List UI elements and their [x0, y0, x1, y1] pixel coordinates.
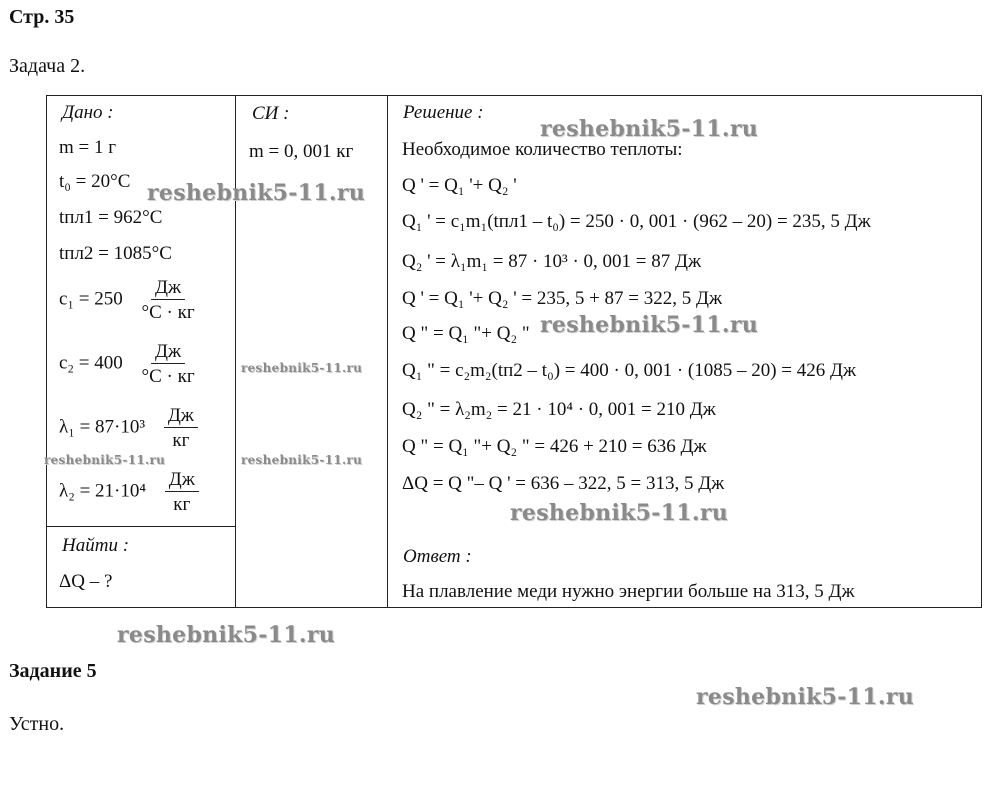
solution-line: ΔQ = Q "– Q ' = 636 – 322, 5 = 313, 5 Дж — [402, 473, 725, 494]
watermark: reshebnik5-11.ru — [510, 500, 729, 526]
unit-fraction: $\frac{Дж}{^\circ C \cdot кг}$ — [141, 277, 195, 323]
watermark: reshebnik5-11.ru — [147, 180, 366, 206]
given-lambda1: λ₁ = 87·10³ $\frac{Дж}{кг}$ — [59, 406, 198, 450]
table-divider — [47, 526, 235, 527]
watermark: reshebnik5-11.ru — [696, 684, 915, 710]
watermark: reshebnik5-11.ru — [117, 622, 336, 648]
given-c2: c₂ = 400 $\frac{Дж}{^\circ C \cdot кг}$ — [59, 341, 195, 387]
solution-table — [46, 95, 982, 608]
given-line: m = 1 г — [59, 137, 117, 158]
solution-line: Q " = Q₁ "+ Q₂ " = 426 + 210 = 636 Дж — [402, 436, 707, 457]
solution-line: Q ' = Q₁ '+ Q₂ ' = 235, 5 + 87 = 322, 5 Дж — [402, 288, 723, 309]
find-header: Найти : — [62, 535, 130, 556]
find-value: ΔQ – ? — [59, 571, 113, 592]
answer-header: Ответ : — [403, 546, 472, 567]
solution-line: Q₁ ' = c₁m₁(tпл1 – t₀) = 250 · 0, 001 · (962 – 20) = 235, 5 Дж — [402, 211, 871, 232]
watermark: reshebnik5-11.ru — [44, 453, 166, 467]
answer-text: На плавление меди нужно энергии больше на 313, 5 Дж — [402, 581, 855, 602]
unit-fraction: $\frac{Дж}{^\circ C \cdot кг}$ — [141, 341, 195, 387]
unit-fraction: $\frac{Дж}{кг}$ — [164, 406, 198, 450]
task-label: Задача 2. — [9, 55, 86, 77]
solution-intro: Необходимое количество теплоты: — [402, 139, 683, 160]
table-divider — [387, 96, 388, 607]
watermark: reshebnik5-11.ru — [241, 453, 363, 467]
solution-line: Q " = Q₁ "+ Q₂ " — [402, 323, 530, 344]
given-line: tпл1 = 962°C — [59, 207, 163, 228]
watermark: reshebnik5-11.ru — [540, 312, 759, 338]
given-line: tпл2 = 1085°C — [59, 243, 172, 264]
page-title: Стр. 35 — [9, 6, 75, 28]
task5-label: Задание 5 — [9, 660, 97, 682]
task5-answer: Устно. — [9, 713, 65, 735]
table-divider — [235, 96, 236, 607]
given-line: t₀ = 20°C — [59, 171, 131, 192]
si-line: m = 0, 001 кг — [249, 141, 354, 162]
solution-header: Решение : — [403, 102, 484, 123]
watermark: reshebnik5-11.ru — [241, 361, 363, 375]
watermark: reshebnik5-11.ru — [540, 116, 759, 142]
unit-fraction: $\frac{Дж}{кг}$ — [165, 470, 199, 514]
si-header: СИ : — [252, 103, 290, 124]
given-c1: c₁ = 250 $\frac{Дж}{^\circ C \cdot кг}$ — [59, 277, 195, 323]
solution-line: Q₂ ' = λ₁m₁ = 87 · 10³ · 0, 001 = 87 Дж — [402, 251, 702, 272]
given-lambda2: λ₂ = 21·10⁴ $\frac{Дж}{кг}$ — [59, 470, 199, 514]
solution-line: Q₁ " = c₂m₂(tп2 – t₀) = 400 · 0, 001 · (1085 – 20) = 426 Дж — [402, 360, 857, 381]
given-header: Дано : — [62, 102, 114, 123]
solution-line: Q ' = Q₁ '+ Q₂ ' — [402, 175, 517, 196]
solution-line: Q₂ " = λ₂m₂ = 21 · 10⁴ · 0, 001 = 210 Дж — [402, 399, 716, 420]
